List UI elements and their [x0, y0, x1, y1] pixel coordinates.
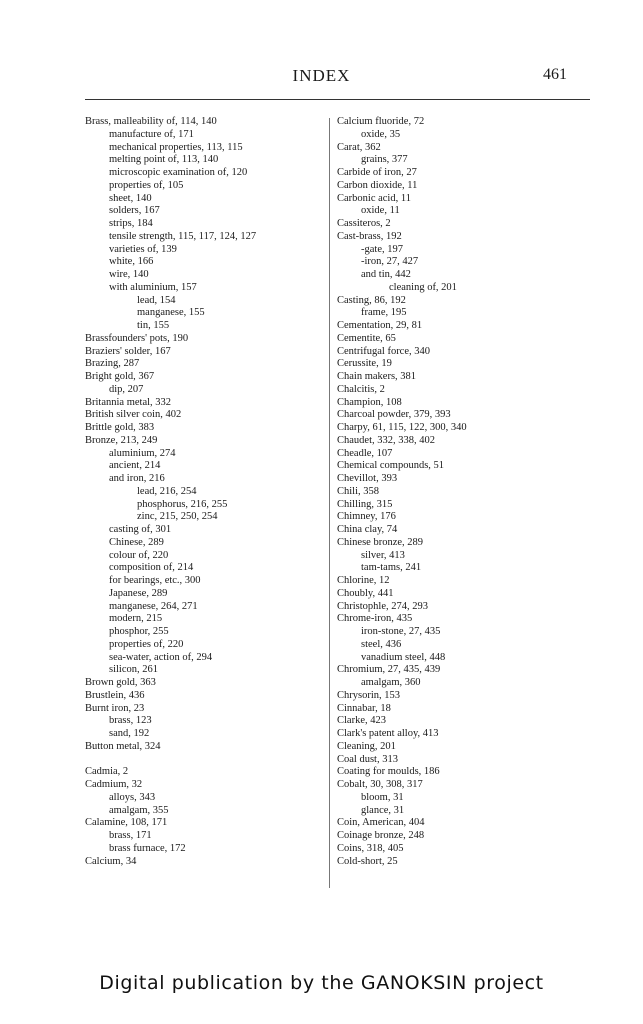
index-entry: Chalcitis, 2 — [337, 383, 385, 395]
index-subentry: tam-tams, 241 — [361, 562, 422, 574]
index-entry: Coinage bronze, 248 — [337, 830, 425, 841]
index-subentry: white, 166 — [109, 256, 154, 268]
index-entry: Britannia metal, 332 — [85, 396, 172, 408]
index-subentry: manufacture of, 171 — [109, 128, 194, 140]
index-subentry: iron-stone, 27, 435 — [361, 626, 441, 637]
index-entry: Coal dust, 313 — [337, 753, 398, 765]
index-subentry: brass, 123 — [109, 715, 152, 727]
index-entry: Clarke, 423 — [337, 715, 386, 727]
index-subentry: strips, 184 — [109, 218, 153, 229]
index-subentry: bloom, 31 — [361, 791, 404, 803]
index-entry: Button metal, 324 — [85, 740, 161, 752]
index-subentry: properties of, 220 — [109, 638, 184, 650]
index-subentry: properties of, 105 — [109, 179, 184, 191]
header-rule — [85, 99, 590, 100]
index-entry: Chromium, 27, 435, 439 — [337, 664, 441, 676]
index-entry: Brown gold, 363 — [85, 677, 156, 688]
index-subentry: steel, 436 — [361, 638, 402, 650]
index-subentry: alloys, 343 — [109, 791, 156, 803]
index-subentry: oxide, 11 — [361, 205, 400, 217]
index-subentry: tensile strength, 115, 117, 124, 127 — [109, 230, 257, 242]
index-entry: Cobalt, 30, 308, 317 — [337, 779, 423, 790]
index-subentry: cleaning of, 201 — [389, 281, 457, 293]
index-entry: Cleaning, 201 — [337, 740, 396, 752]
index-subentry: microscopic examination of, 120 — [109, 167, 248, 178]
index-entry: Chilling, 315 — [337, 498, 393, 510]
index-entry: Coating for moulds, 186 — [337, 766, 440, 778]
index-subentry: brass furnace, 172 — [109, 842, 186, 854]
index-entry: Cheadle, 107 — [337, 447, 393, 459]
index-entry: Christophle, 274, 293 — [337, 600, 428, 612]
index-entry: Casting, 86, 192 — [337, 294, 406, 306]
index-subentry: amalgam, 360 — [361, 677, 421, 688]
index-entry: Chrome-iron, 435 — [337, 613, 413, 625]
index-subentry: frame, 195 — [361, 307, 407, 319]
index-subentry: silicon, 261 — [109, 664, 158, 676]
index-entry: Carbon dioxide, 11 — [337, 179, 418, 191]
index-subentry: with aluminium, 157 — [109, 281, 197, 293]
index-subentry: melting point of, 113, 140 — [109, 154, 219, 166]
index-entry: China clay, 74 — [337, 524, 398, 535]
index-entry: Calcium fluoride, 72 — [337, 116, 425, 127]
index-subentry: zinc, 215, 250, 254 — [137, 511, 218, 523]
index-entry: Brass, malleability of, 114, 140 — [85, 116, 217, 127]
index-entry: Champion, 108 — [337, 396, 402, 408]
page-title: INDEX — [292, 66, 351, 85]
index-subentry: aluminium, 274 — [109, 447, 176, 459]
index-subentry: sea-water, action of, 294 — [109, 651, 213, 663]
index-entry: Cassiteros, 2 — [337, 218, 391, 229]
index-entry: Coin, American, 404 — [337, 817, 425, 829]
index-subentry: manganese, 155 — [137, 307, 205, 319]
index-subentry: Chinese, 289 — [109, 536, 164, 548]
footer-credit: Digital publication by the GANOKSIN project — [99, 972, 544, 994]
index-entry: Brassfounders' pots, 190 — [85, 332, 189, 344]
index-entry: Cinnabar, 18 — [337, 702, 391, 714]
index-entry: Cold-short, 25 — [337, 855, 398, 867]
index-subentry: dip, 207 — [109, 383, 144, 395]
index-entry: Choubly, 441 — [337, 587, 394, 599]
index-subentry: modern, 215 — [109, 613, 163, 625]
index-entry: Brazing, 287 — [85, 358, 140, 370]
index-entry: Cadmium, 32 — [85, 779, 143, 790]
index-entry: Cadmia, 2 — [85, 766, 129, 778]
index-entry: Chevillot, 393 — [337, 473, 398, 484]
index-subentry: lead, 216, 254 — [137, 485, 197, 497]
index-subentry: tin, 155 — [137, 320, 170, 331]
index-subentry: silver, 413 — [361, 549, 405, 561]
index-entry: Centrifugal force, 340 — [337, 345, 431, 357]
index-entry: Chaudet, 332, 338, 402 — [337, 434, 435, 446]
index-subentry: -gate, 197 — [361, 243, 403, 255]
page-number: 461 — [543, 66, 567, 83]
index-subentry: Japanese, 289 — [109, 587, 168, 599]
index-entry: Bronze, 213, 249 — [85, 434, 158, 446]
index-entry: Chemical compounds, 51 — [337, 460, 445, 472]
index-subentry: wire, 140 — [109, 269, 149, 280]
column-divider — [329, 118, 330, 888]
index-subentry: sand, 192 — [109, 728, 150, 739]
index-subentry: phosphorus, 216, 255 — [137, 498, 228, 510]
index-entry: Chili, 358 — [337, 485, 380, 497]
index-subentry: phosphor, 255 — [109, 626, 169, 637]
index-entry: Cast-brass, 192 — [337, 230, 402, 242]
index-subentry: colour of, 220 — [109, 549, 169, 561]
index-entry: Coins, 318, 405 — [337, 842, 404, 854]
index-subentry: for bearings, etc., 300 — [109, 575, 201, 586]
index-entry: Calamine, 108, 171 — [85, 817, 168, 829]
index-subentry: manganese, 264, 271 — [109, 600, 198, 612]
index-subentry: oxide, 35 — [361, 128, 401, 140]
index-subentry: vanadium steel, 448 — [361, 651, 446, 663]
index-entry: Carbide of iron, 27 — [337, 167, 417, 178]
index-entry: Carat, 362 — [337, 141, 381, 153]
index-entry: Burnt iron, 23 — [85, 702, 145, 714]
index-subentry: grains, 377 — [361, 154, 408, 166]
index-subentry: -iron, 27, 427 — [361, 256, 419, 268]
index-entry: Chlorine, 12 — [337, 575, 390, 586]
index-entry: Brittle gold, 383 — [85, 422, 155, 433]
index-column-left — [85, 116, 325, 868]
entry-gap — [85, 754, 325, 767]
index-entry: Charpy, 61, 115, 122, 300, 340 — [337, 422, 467, 433]
index-column-right — [337, 116, 597, 868]
index-subentry: casting of, 301 — [109, 524, 172, 535]
index-subentry: lead, 154 — [137, 294, 176, 306]
index-entry: Brustlein, 436 — [85, 689, 145, 701]
index-subentry: varieties of, 139 — [109, 243, 177, 255]
index-subentry: and iron, 216 — [109, 473, 165, 484]
index-subentry: brass, 171 — [109, 830, 152, 841]
index-subentry: sheet, 140 — [109, 192, 152, 204]
index-entry: Cementite, 65 — [337, 332, 396, 344]
index-entry: Chimney, 176 — [337, 511, 396, 523]
index-entry: Cementation, 29, 81 — [337, 320, 423, 331]
index-entry: Cerussite, 19 — [337, 358, 392, 370]
index-subentry: solders, 167 — [109, 205, 160, 217]
index-entry: Charcoal powder, 379, 393 — [337, 409, 451, 421]
index-entry: Chinese bronze, 289 — [337, 536, 424, 548]
index-subentry: glance, 31 — [361, 804, 405, 816]
index-subentry: mechanical properties, 113, 115 — [109, 141, 243, 153]
index-entry: Bright gold, 367 — [85, 371, 155, 382]
index-subentry: ancient, 214 — [109, 460, 161, 472]
index-subentry: and tin, 442 — [361, 269, 411, 280]
index-entry: Braziers' solder, 167 — [85, 345, 171, 357]
index-entry: British silver coin, 402 — [85, 409, 182, 421]
index-entry: Chain makers, 381 — [337, 371, 417, 382]
index-entry: Chrysorin, 153 — [337, 689, 400, 701]
index-entry: Carbonic acid, 11 — [337, 192, 411, 204]
index-entry: Calcium, 34 — [85, 855, 137, 867]
index-entry: Clark's patent alloy, 413 — [337, 728, 439, 739]
index-subentry: composition of, 214 — [109, 562, 194, 574]
index-subentry: amalgam, 355 — [109, 804, 169, 816]
